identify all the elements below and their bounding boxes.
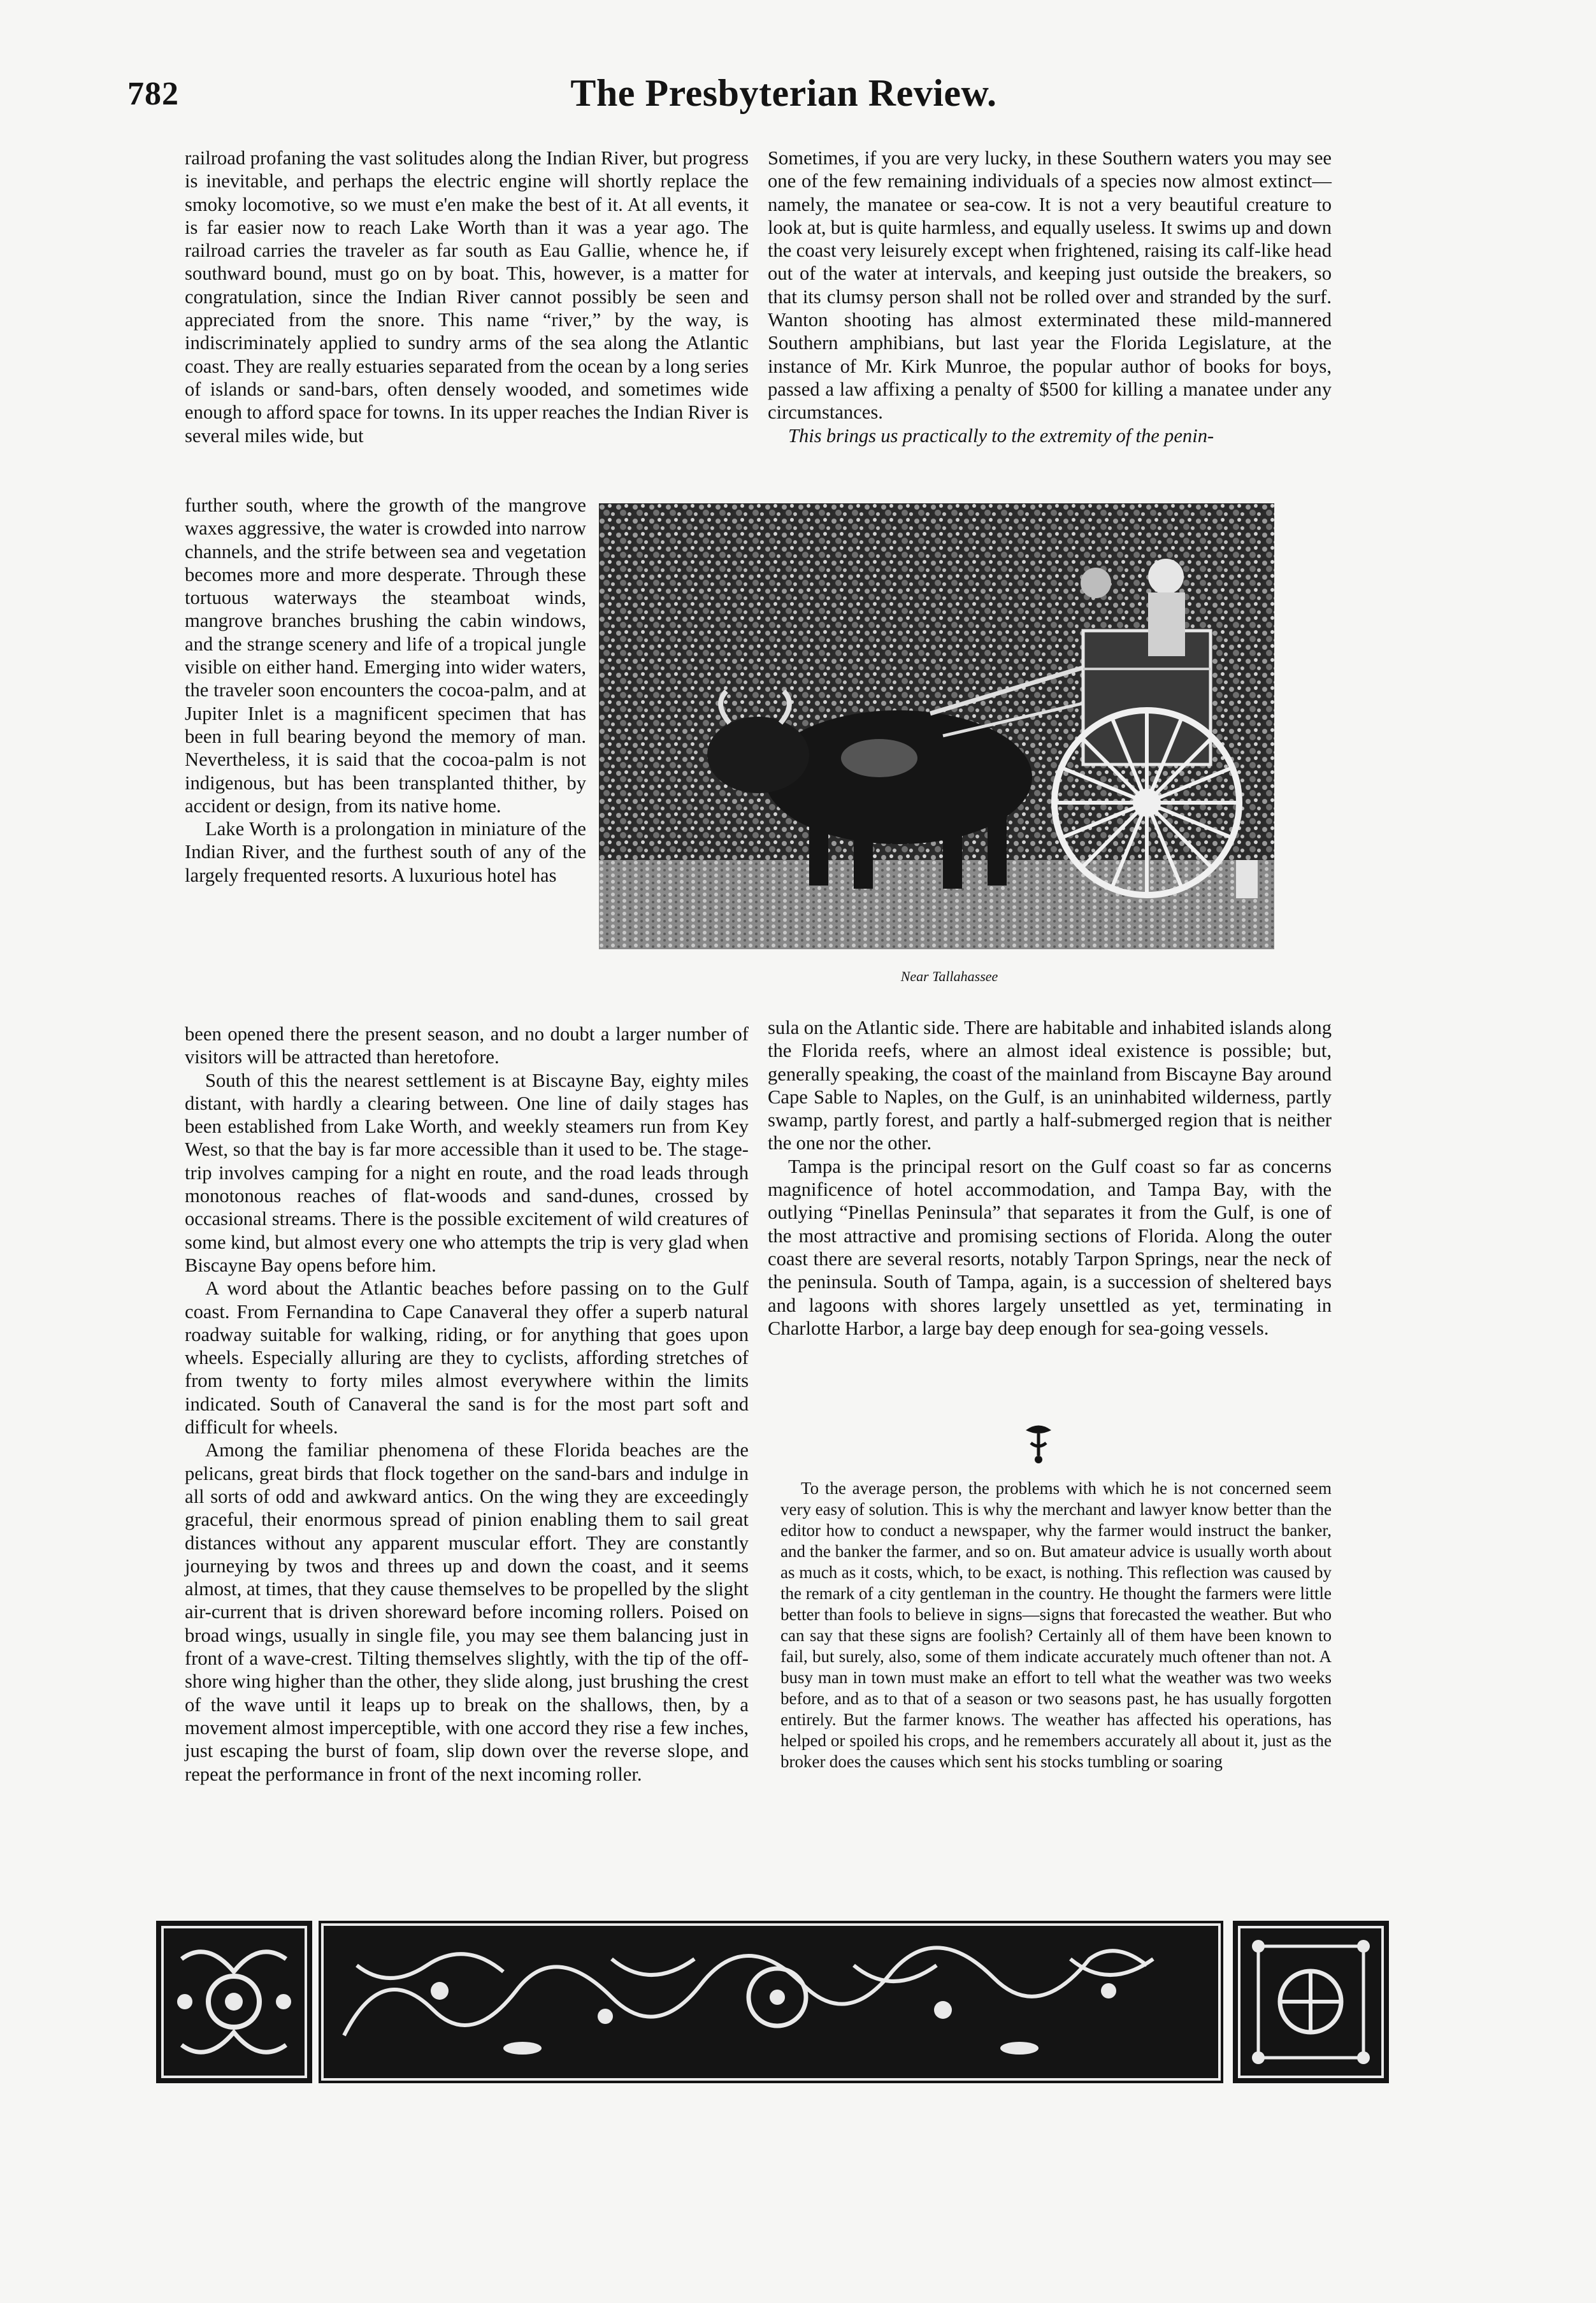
figure-caption: Near Tallahassee <box>900 968 998 984</box>
right-column-top <box>768 147 1332 447</box>
paragraph: To the average person, the problems with which he is not concerned seem very easy of solution. This is why the merchant and lawyer know better than the editor how to conduct a newspaper, why the farmer would instruct the banker, and the banker the farmer, and so on. But amateur advice is usually worth about as much as it costs, which, to be exact, is nothing. This reflection was caused by the remark of a city gentleman in the country. He thought the farmers were little better than fools to believe in signs—signs that forecasted the weather. But who can say that these signs are foolish? Certainly all of them have been known to fail, but surely, also, some of them indicate accurately much oftener than not. A busy man in town must make an effort to tell what the weather was two weeks before, and as to that of a season or two seasons past, he has usually forgotten entirely. But the farmer knows. The weather has affected his operations, has helped or spoiled his crops, and he remembers accurately all about it, just as the broker does the causes which sent his stocks tumbling or soaring <box>780 1479 1332 1771</box>
decorative-border-left <box>156 1921 312 2083</box>
paragraph: sula on the Atlantic side. There are habitable and inhabited islands along the Florida reefs, where an almost ideal existence is possible; but, generally speaking, the coast of the mainland from Biscayne Bay around Cape Sable to Naples, on the Gulf, is an uninhabited wilderness, partly swamp, partly forest, and partly a half-submerged region that is neither the one nor the other. <box>768 1017 1332 1154</box>
animal-frieze-icon <box>319 1921 1223 2083</box>
scroll-ornament-icon <box>156 1921 312 2083</box>
journal-title: The Presbyterian Review. <box>570 72 997 114</box>
paragraph: Among the familiar phenomena of these Florida beaches are the pelicans, great birds that flock together on the sand-bars and indulge in all sorts of odd and awkward antics. On the wing they are exceedingly graceful, their enormous spread of pinion enabling them to sail great distances without any apparent muscular effort. They are constantly journeying by twos and threes up and down the coast, and it seems almost, at times, that they cause themselves to be propelled by the slight air-current that is driven shoreward before incoming rollers. Poised on broad wings, usually in single file, you may see them balancing just in front of a wave-crest. Tilting themselves slightly, with the tip of the off-shore wing higher than the other, they slide along, just brushing the crest of the wave until it leaps up to break on the shallows, then, by a movement almost imperceptible, with one accord they rise a few inches, just escaping the burst of foam, slip down over the reverse slope, and repeat the performance in front of the next incoming roller. <box>185 1439 749 1785</box>
section-ornament-icon <box>1013 1417 1064 1468</box>
paragraph-italic <box>768 424 1332 447</box>
ox-cart-photograph <box>599 503 1274 949</box>
right-column-middle <box>768 1016 1332 1340</box>
paragraph: Lake Worth is a prolongation in miniature of the Indian River, and the furthest south of any of the largely frequented resorts. A luxurious hotel has <box>185 818 586 886</box>
paragraph: Sometimes, if you are very lucky, in these Southern waters you may see one of the few remaining individuals of a species now almost extinct—namely, the manatee or sea-cow. It is not a very beautiful creature to look at, but is quite harmless, and equally useless. It swims up and down the coast very leisurely except when frightened, raising its calf-like head out of the water at intervals, and keeping just outside the breakers, so that its clumsy person shall not be rolled over and stranded by the surf. Wanton shooting has almost exterminated these mild-mannered Southern amphibians, but last year the Florida Legislature, at the instance of Mr. Kirk Munroe, the popular author of books for boys, passed a law affixing a penalty of $500 for killing a manatee under any circumstances. <box>768 147 1332 424</box>
lattice-ornament-icon <box>1233 1921 1389 2083</box>
italic-text: This brings us practically to the extremity of the penin- <box>788 424 1214 447</box>
left-column-top <box>185 147 749 447</box>
right-column-editorial-note <box>780 1478 1332 1772</box>
paragraph: Tampa is the principal resort on the Gulf coast so far as concerns magnificence of hotel accommodation, and Tampa Bay, with the outlying “Pinellas Peninsula” that separates it from the Gulf, is one of the most attractive and promising sections of Florida. Along the outer coast there are several resorts, notably Tarpon Springs, near the neck of the peninsula. South of Tampa, again, is a succession of sheltered bays and lagoons with shores largely unsettled as yet, terminating in Charlotte Harbor, a large bay deep enough for sea-going vessels. <box>768 1155 1332 1339</box>
paragraph: railroad profaning the vast solitudes along the Indian River, but progress is inevitable, and perhaps the electric engine will shortly replace the smoky locomotive, so we must e'en make the best of it. At all events, it is far easier now to reach Lake Worth than it was a year ago. The railroad carries the traveler as far south as Eau Gallie, whence he, if southward bound, must go on by boat. This, however, is a matter for congratulation, since the Indian River cannot possibly be seen and appreciated from the snore. This name “river,” by the way, is indiscriminately applied to sundry arms of the sea along the Atlantic coast. They are really estuaries separated from the ocean by a long series of islands or sand-bars, often densely wooded, and sometimes wide enough to afford space for towns. In its upper reaches the Indian River is several miles wide, but <box>185 147 749 447</box>
paragraph: been opened there the present season, and no doubt a larger number of visitors will be attracted than heretofore. <box>185 1023 749 1068</box>
decorative-border-right <box>1233 1921 1389 2083</box>
paragraph: A word about the Atlantic beaches before passing on to the Gulf coast. From Fernandina to Cape Canaveral they offer a superb natural roadway suitable for walking, riding, or for anything that goes upon wheels. Especially alluring are they to cyclists, affording stretches of from twenty to forty miles almost everywhere within the limits indicated. South of Canaveral the sand is for the most part soft and difficult for wheels. <box>185 1277 749 1438</box>
left-column-bottom <box>185 1022 749 1786</box>
paragraph: South of this the nearest settlement is at Biscayne Bay, eighty miles distant, with hardly a clearing between. One line of daily stages has been established from Lake Worth, and weekly steamers run from Key West, so that the bay is far more accessible than it used to be. The stage-trip involves camping for a night en route, and the road leads through monotonous reaches of flat-woods and sand-dunes, crossed by occasional streams. There is the possible excitement of wild creatures of some kind, but almost every one who attempts the trip is very glad when Biscayne Bay opens before him. <box>185 1069 749 1276</box>
paragraph: further south, where the growth of the mangrove waxes aggressive, the water is crowded into narrow channels, and the strife between sea and vegetation becomes more and more desperate. Through these tortuous waterways the steamboat winds, mangrove branches brushing the cabin windows, and the strange scenery and life of a tropical jungle visible on either hand. Emerging into wider waters, the traveler soon encounters the cocoa-palm, and at Jupiter Inlet is a magnificent specimen that has been in full bearing beyond the memory of man. Nevertheless, it is said that the cocoa-palm is not indigenous, but has been transplanted thither, by accident or design, from its native home. <box>185 494 586 817</box>
decorative-border-middle <box>319 1921 1223 2083</box>
page-number: 782 <box>127 76 179 112</box>
left-column-wrap-around-figure <box>185 494 586 887</box>
photo-illustration <box>599 503 1274 949</box>
